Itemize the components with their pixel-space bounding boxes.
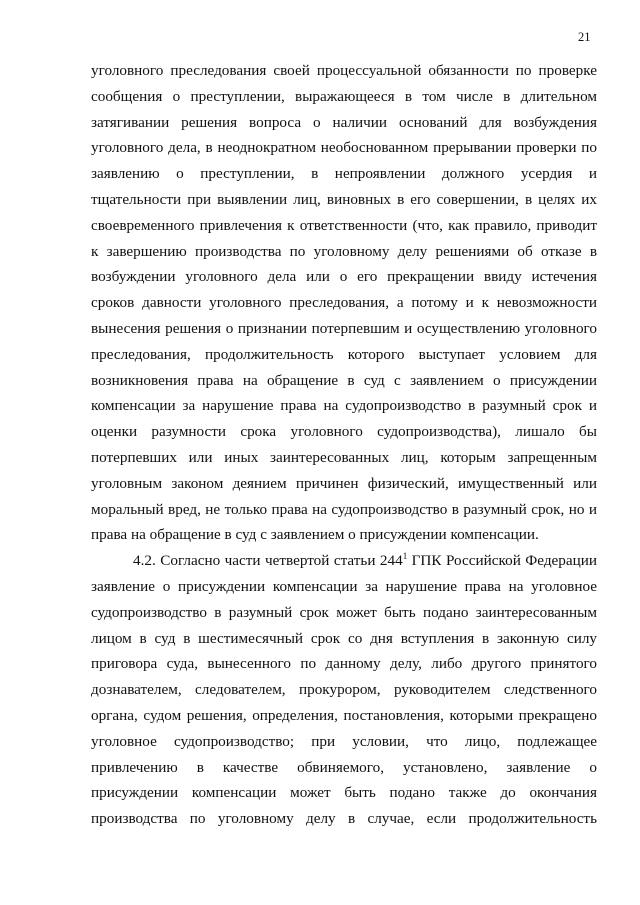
text-line: сроков давности уголовного преследования, а потому и к невозможности	[91, 294, 597, 312]
text-line: своевременного привлечения к ответственности (что, как правило, приводит	[91, 216, 597, 234]
text-line: сообщения о преступлении, выражающееся в том числе в длительном	[91, 87, 597, 105]
text-line: вынесения решения о признании потерпевшим и осуществлению уголовного	[91, 319, 597, 337]
text-line: дознавателем, следователем, прокурором, руководителем следственного	[91, 681, 597, 699]
document-body	[91, 58, 597, 832]
text-line: привлечению в качестве обвиняемого, установлено, заявление о	[91, 758, 597, 776]
text-line: тщательности при выявлении лиц, виновных в его совершении, в целях их	[91, 190, 597, 208]
text-line: затягивании решения вопроса о наличии оснований для возбуждения	[91, 113, 597, 131]
text-line: оценки разумности срока уголовного судопроизводства), лишало бы	[91, 423, 597, 441]
text-line: органа, судом решения, определения, постановления, которыми прекращено	[91, 706, 597, 724]
text-line: моральный вред, не только права на судопроизводство в разумный срок, но и	[91, 500, 597, 518]
text-line: компенсации за нарушение права на судопроизводство в разумный срок и	[91, 397, 597, 415]
paragraph-2	[91, 548, 597, 832]
paragraph-1	[91, 58, 597, 548]
text-line: присуждении компенсации может быть подано также до окончания	[91, 784, 597, 802]
paragraph-2-lead: 4.2. Согласно части четвертой статьи 244	[133, 552, 403, 570]
paragraph-2-lead-tail: ГПК Российской Федерации	[407, 552, 598, 570]
text-line: потерпевших или иных заинтересованных лиц, которым запрещенным	[91, 448, 597, 466]
text-line: преследования, продолжительность которого выступает условием для	[91, 345, 597, 363]
text-line: права на обращение в суд с заявлением о присуждении компенсации.	[91, 526, 539, 544]
text-line: к завершению производства по уголовному делу решениями об отказе в	[91, 242, 597, 260]
text-line: уголовного дела, в неоднократном необоснованном прерывании проверки по	[91, 139, 597, 157]
text-line: уголовного преследования своей процессуальной обязанности по проверке	[91, 62, 597, 79]
text-line: производства по уголовному делу в случае, если продолжительность	[91, 810, 597, 828]
text-line: возбуждении уголовного дела или о его прекращении ввиду истечения	[91, 268, 597, 286]
text-line: лицом в суд в шестимесячный срок со дня вступления в законную силу	[91, 629, 597, 647]
text-line: уголовное судопроизводство; при условии, что лицо, подлежащее	[91, 732, 597, 750]
text-line	[91, 548, 597, 574]
text-line: уголовным законом деянием причинен физический, имущественный или	[91, 474, 597, 492]
text-line: заявление о присуждении компенсации за нарушение права на уголовное	[91, 577, 597, 595]
page-number: 21	[578, 30, 591, 44]
article-superscript: 1	[402, 551, 408, 562]
text-line: судопроизводство в разумный срок может быть подано заинтересованным	[91, 603, 597, 621]
text-line: возникновения права на обращение в суд с заявлением о присуждении	[91, 371, 597, 389]
text-line: заявлению о преступлении, в непроявлении должного усердия и	[91, 165, 597, 183]
text-line: приговора суда, вынесенного по данному делу, либо другого принятого	[91, 655, 597, 673]
